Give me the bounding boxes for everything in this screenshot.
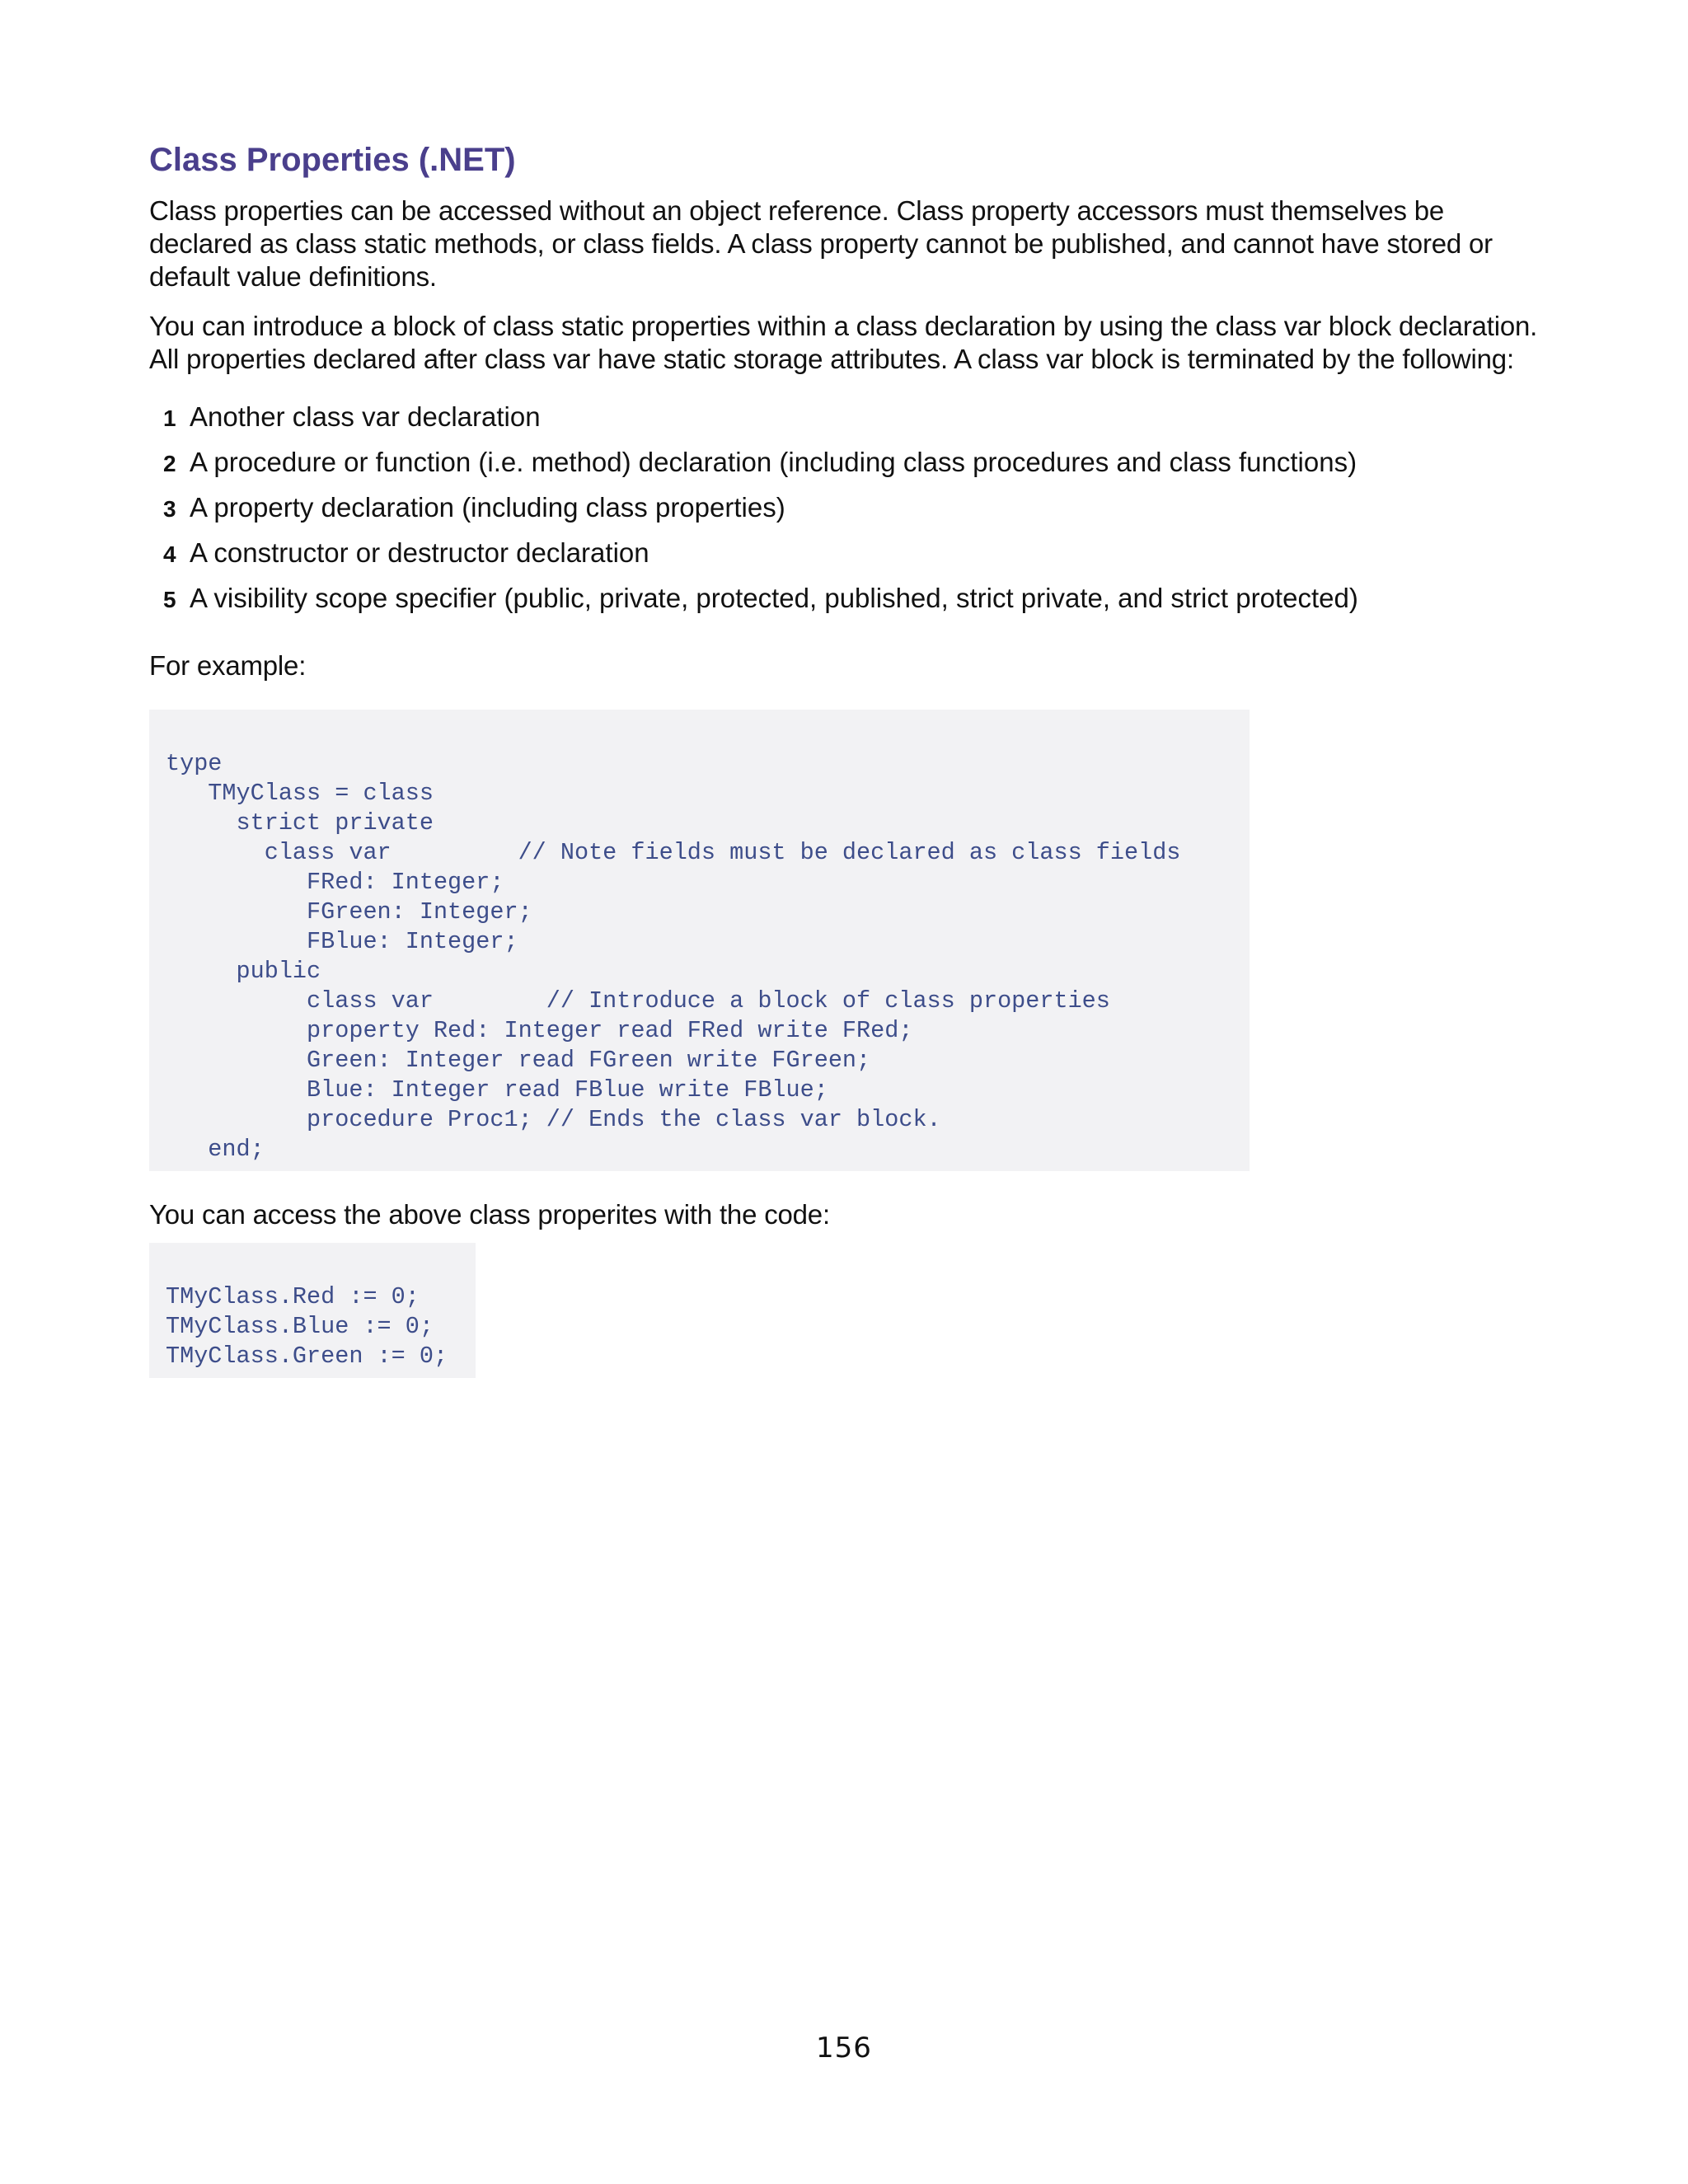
list-item-number: 2 bbox=[163, 451, 176, 476]
code-access-block: TMyClass.Red := 0; TMyClass.Blue := 0; TMyClass.Green := 0; bbox=[149, 1243, 476, 1378]
list-item-text: A visibility scope specifier (public, private, protected, published, strict private, and strict protected) bbox=[190, 583, 1358, 613]
terminator-list bbox=[163, 401, 1550, 616]
list-item-text: Another class var declaration bbox=[190, 401, 541, 432]
list-item-number: 1 bbox=[163, 405, 176, 431]
list-item-number: 3 bbox=[163, 496, 176, 522]
list-item-text: A property declaration (including class properties) bbox=[190, 492, 785, 523]
list-item-number: 5 bbox=[163, 587, 176, 612]
list-item bbox=[163, 491, 1550, 526]
intro-paragraph: Class properties can be accessed without an object reference. Class property accessors must themselves be declared as class static methods, or class fields. A class property cannot be published, and cannot have stored or default value definitions. bbox=[149, 195, 1493, 292]
code-example-block: type TMyClass = class strict private class var // Note fields must be declared as class fields FRed: Integer; FGreen: Integer; FBlue: Integer; public class var // Introduce a block of class properties property Red: Integer read FRed write FRed; Green: Integer read FGreen write FGreen; Blue: Integer read FBlue write FBlue; procedure Proc1; // Ends the class var block. end; bbox=[149, 710, 1250, 1171]
example-label: For example: bbox=[149, 650, 307, 681]
list-item bbox=[163, 582, 1550, 616]
list-item bbox=[163, 401, 1550, 435]
document-page bbox=[149, 140, 1550, 1378]
list-item-number: 4 bbox=[163, 541, 176, 567]
list-item-text: A procedure or function (i.e. method) declaration (including class procedures and class functions) bbox=[190, 447, 1357, 477]
page-number: 156 bbox=[816, 2032, 872, 2064]
section-heading: Class Properties (.NET) bbox=[149, 142, 516, 178]
list-item-text: A constructor or destructor declaration bbox=[190, 537, 649, 568]
list-item bbox=[163, 446, 1550, 480]
list-item bbox=[163, 537, 1550, 571]
access-label: You can access the above class properites with the code: bbox=[149, 1199, 830, 1230]
class-var-paragraph: You can introduce a block of class static properties within a class declaration by using the class var block declaration. All properties declared after class var have static storage attributes. A class var block is terminated by the following: bbox=[149, 311, 1538, 374]
